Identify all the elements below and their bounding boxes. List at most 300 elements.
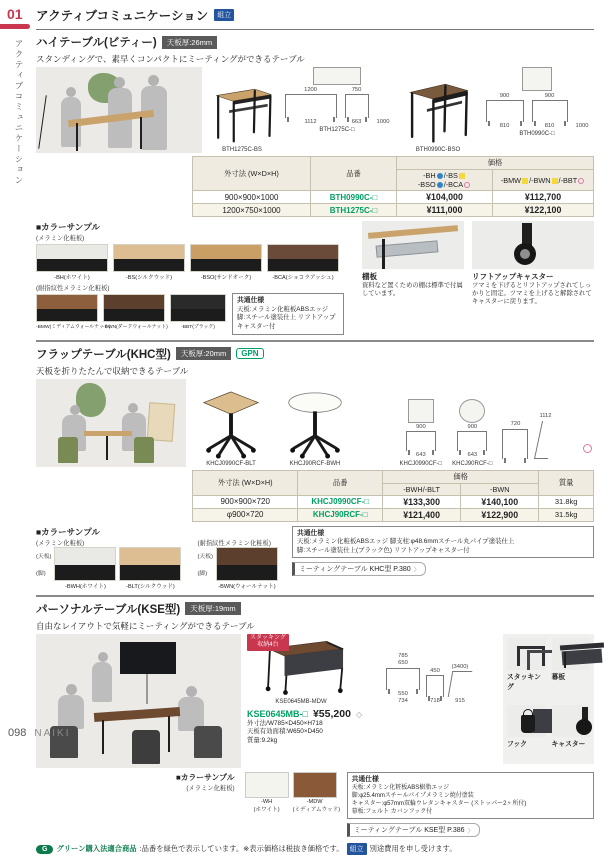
assembly-badge: 組立 [347,843,367,855]
flap-table-round-illustration [283,388,347,460]
kse-spec-box [347,772,594,820]
fingerprint-group-label: (耐指紋性メラミン化粧板) [36,285,110,292]
dim-label: 900 [544,93,555,99]
swatch-label: -BSO(サンドオーク) [200,275,252,281]
color-swatch [292,772,341,813]
size-cell: 1200×750×1000 [193,204,311,217]
swatch-leg-color [268,259,338,271]
hook-shape [523,709,533,717]
blue-dot-icon [437,182,443,188]
dim-label: 900 [467,423,478,430]
bth-media-row [36,67,594,153]
bth-drawing-2 [484,67,590,153]
kse-lifestyle-photo [36,634,241,768]
swatch-label: -BWN(ダークウォールナット) [103,325,168,330]
khc-drawings [358,379,594,467]
kse-swatches [245,772,341,813]
col-price: 価格 [397,157,594,170]
weight-cell: 31.5kg [539,508,594,521]
sidebar [0,0,34,743]
front-view-drawing [486,100,524,122]
swatch-top-color [268,245,338,259]
footer-note [36,843,594,855]
feature-desc: 資料など置くための棚は標準で付属しています。 [362,282,463,298]
kse-colors-heading-block [176,772,235,792]
kse-side-view [426,668,444,705]
eco-mark-icon [583,444,592,453]
col-weight: 質量 [539,470,594,495]
side-view-drawing [502,429,528,459]
dim-label: 643 [467,452,478,459]
top-view-drawing [408,399,434,423]
bth-second-swatch-row [36,283,354,335]
shelf-photo [362,221,464,269]
eco-mark-icon [464,182,470,188]
swatch-top-color [55,548,115,566]
price-cell: ¥121,400 [383,508,461,521]
khc-product1-label: KHCJ0990CF-BLT [206,460,256,467]
chapter-accent-bar [0,24,30,29]
chair-shape [132,730,160,764]
kse-bottom-row [176,772,594,838]
swatch-label: -BCA(ショコラアッシュ) [272,275,334,281]
bth-spec-box [232,293,344,335]
spacer [545,461,547,467]
code-cell: BTH0990C-□ [311,191,397,204]
stacking-photo [507,638,546,670]
table-row [193,191,594,204]
side-view-drawing [532,100,568,122]
feature-title: 棚板 [362,272,377,281]
dim-label: 650 [398,660,408,667]
bth-drawing2-label: BTH0990C-□ [519,130,555,137]
feature-hook [507,705,546,760]
khc-spec-box [292,526,594,559]
swatch-leg-color [55,565,115,579]
top-view-round-drawing [459,399,485,423]
melamine-group-label: (メラミン化粧板) [186,784,235,792]
brand-name: NAIKI [34,728,71,739]
col-size: 外寸法 (W×D×H) [193,470,298,495]
col-code: 品番 [298,470,383,495]
swatch-row [36,244,354,281]
khc-spec-area [292,526,594,577]
feature-caster [472,221,594,335]
code-cell: BTH1275C-□ [311,204,397,217]
color-code: /-BBT [558,175,578,185]
bth-title-row [36,34,594,50]
kse-title-row [36,601,594,617]
khc-media-row [36,379,594,467]
bth-drawing1-label: BTH1275C-□ [319,126,355,133]
swatch-leg-color [217,565,277,579]
front-view-drawing [406,431,436,451]
dim-label: 718 [430,698,440,705]
dim-label: 750 [351,87,362,93]
person-silhouette [98,652,108,662]
page-number-row [8,727,70,739]
chapter-number: 01 [7,6,23,22]
color-samples-heading: ■カラーサンプル [36,222,100,232]
swatch-label: -BS(シルクウッド) [125,275,173,281]
khc-product2-label: KHCJ90RCF-BWH [289,460,341,467]
spec-line: 天板:メラミン化粧板ABS樹脂エッジ [351,784,450,791]
side-view-drawing [345,94,369,118]
modesty-panel-shape [561,648,602,665]
yellow-square-icon [459,173,465,179]
dim-label: 734 [398,698,408,705]
fingerprint-group [197,538,277,590]
swatch-color [245,772,289,798]
table-leg-shape [140,117,142,149]
chair-shape [194,726,222,758]
swatch-label: -BWN(ウォールナット) [218,583,276,590]
top-view-drawing [522,67,552,91]
color-swatch [267,244,339,281]
eco-mark-icon [578,178,584,184]
front-view-drawing [457,431,487,451]
chair-shape [58,437,78,463]
green-note-text: :品番を緑色で表示しています。※表示価格は税抜き価格です。 [139,844,344,854]
spec-line: キャスター:φ57mm双輪ウレタンキャスター (ストッパー2ヶ所付) [351,800,527,807]
hook-photo [507,705,546,737]
spacer [515,461,517,467]
feature-panel [552,638,591,703]
spec-heading: 共通仕様 [237,297,265,304]
khc-thickness-badge: 天板厚:20mm [176,347,231,360]
spec-line: 天板:メラミン化粧板ABSエッジ [237,305,329,313]
khc-page-link[interactable]: ミーティングテーブル KHC型 P.380 〉 [292,562,426,576]
price-cell: ¥104,000 [397,191,493,204]
bth-drawing-1 [282,67,392,153]
person-silhouette [141,86,167,150]
page-number: 098 [8,727,27,739]
caster-photo [552,705,591,737]
diamond-mark: ◇ [355,709,363,719]
color-swatch [54,547,116,590]
spec-heading: 共通仕様 [296,529,325,537]
swatch-leg-color [37,309,97,321]
color-samples-heading: ■カラーサンプル [36,526,100,537]
swatch-label: -BLT(シルクウッド) [126,583,175,590]
person-silhouette [66,684,77,695]
bth-color-samples [36,221,354,335]
section-flap-table [36,346,594,590]
dim-label: 643 [416,452,426,459]
kse-stack-view [450,664,470,705]
stacking-badge-line: 収納4台 [257,642,279,649]
price-group-1 [397,170,493,191]
caster-wheel-shape [576,719,592,735]
dim-label: 663 [351,119,362,126]
kse-price: ¥55,200 [312,707,351,720]
kse-spec-area [347,772,594,838]
swatch-label: (ミディアムウッド) [292,806,341,813]
swatch-leg-color [114,259,184,271]
dim-label: 810 [499,123,510,130]
color-swatch [245,772,289,813]
color-swatch [113,244,185,281]
swatch-top-color [114,245,184,259]
caster-hub-shape [520,249,530,259]
bth-product-shot-2 [396,67,480,153]
col-size: 外寸法 (W×D×H) [193,157,311,191]
caster-photo [472,221,594,269]
bth-product-shot-1 [206,67,278,153]
table-row [193,508,594,521]
khc-price-table [192,470,594,522]
color-samples-heading: ■カラーサンプル [176,772,235,782]
color-swatch [36,294,111,330]
kse-detail-line: 天板有効面積:W650×D450 [247,728,323,736]
swatch-side-labels [197,547,212,590]
bth-bottom-row [36,221,594,335]
swatch-top-color [217,548,277,566]
color-code: -BSO [417,180,436,189]
bag-shape [521,715,535,733]
bth-subtitle: スタンディングで、素早くコンパクトにミーティングができるテーブル [36,54,305,64]
color-swatch [36,244,108,281]
khc-title-row [36,346,594,362]
dim-label: 1000 [376,119,390,126]
price-cell: ¥111,000 [397,204,493,217]
swatch-leg-color [171,309,225,321]
green-label: グリーン購入法適合商品 [56,844,137,854]
header-rule [36,29,594,30]
fingerprint-group [36,283,226,330]
section-high-table [36,34,594,335]
feature-label: 幕板 [551,673,566,681]
sidebar-vertical-title: アクティブコミュニケーション [14,39,24,186]
price-cell: ¥112,700 [493,191,594,204]
section-divider [36,340,594,342]
swatch-label: (ホワイト) [253,806,280,813]
size-cell: 900×900×1000 [193,191,311,204]
swatch-top-color [120,548,180,566]
chair-shape [134,437,154,463]
price-cell: ¥133,300 [383,495,461,508]
kse-subtitle: 自由なレイアウトで気軽にミーティングができるテーブル [36,620,255,631]
bth-product2-label: BTH0990C-BSO [415,147,461,153]
color-swatch [216,547,278,590]
spec-line: 天板:メラミン化粧板ABSエッジ 脚支柱:φ48.6mmスチール丸パイプ塗装仕上 [296,538,515,546]
kse-title: パーソナルテーブル(KSE型) [36,603,181,616]
khc-drawing2-label: KHCJ90RCF-□ [452,460,493,467]
color-swatch [190,244,262,281]
khc-subtitle: 天板を折りたたんで収納できるテーブル [36,365,189,376]
bth-title: ハイテーブル(ビティー) [36,37,157,49]
bth-thickness-badge: 天板厚:26mm [162,36,217,49]
spec-line: 脚:スチール塗装仕上(ブラック色) リフトアップキャスター付 [296,546,470,554]
front-view-drawing [386,668,420,690]
khc-bottom-row [36,526,594,590]
leg-label: (脚) [197,571,208,578]
folded-view-drawing [534,421,556,459]
swatch-label: -BH(ホワイト) [54,275,90,281]
person-silhouette [70,405,80,415]
table-leg-shape [382,239,385,269]
feature-desc: ツマミを下げるとリフトアップされてしっかりと固定。ツマミを上げると解除されてキャスターに戻ります。 [472,282,592,306]
code-cell: KHCJ0990CF-□ [298,495,383,508]
section-personal-table [36,601,594,838]
dim-label: 550 [398,690,408,697]
person-silhouette [148,75,159,86]
dim-label: 900 [416,423,426,430]
price-cell: ¥122,900 [461,508,539,521]
khc-color-samples [36,526,278,590]
feature-title: リフトアップキャスター [472,272,554,281]
swatch-leg-color [37,259,107,271]
color-code: /-BS [443,171,458,180]
swatch-top-color [171,295,225,309]
table-leg-shape [102,720,104,754]
khc-title: フラップテーブル(KHC型) [36,348,171,361]
top-label: (天板) [197,553,213,560]
swatch-label: -BWH(ホワイト) [65,583,106,590]
stack-view-drawing [448,671,473,697]
feature-shelf [362,221,464,335]
price-cell: ¥122,100 [493,204,594,217]
folded-table-shape [147,402,176,442]
yellow-square-icon [522,178,528,184]
modesty-panel-photo [552,638,591,670]
person-silhouette [92,662,112,702]
assembly-note-text: 別途費用を申し受けます。 [369,844,457,854]
person-silhouette [58,695,84,729]
size-cell: φ900×720 [193,508,298,521]
kse-page-link[interactable]: ミーティングテーブル KSE型 P.386 〉 [347,823,480,837]
kse-detail-line: 質量:9.2kg [247,736,278,744]
color-code: /-BWN [529,175,551,185]
shelf-shape [376,240,439,257]
person-silhouette [114,77,125,88]
dim-label: 1112 [539,413,552,420]
dim-label: 1000 [575,123,589,130]
table-row [193,204,594,217]
feature-label: キャスター [551,741,586,749]
high-table-illustration [401,74,475,146]
kse-thickness-badge: 天板厚:19mm [185,602,240,615]
swatch-label: -BMW(ミディアムウォールナット) [36,325,111,330]
fingerprint-group-label: (耐指紋性メラミン化粧板) [197,539,271,547]
kse-feature-panel [503,634,594,764]
page-title: アクティブコミュニケーション [36,9,209,23]
swatch-color [293,772,337,798]
code-cell: KHCJ90RCF-□ [298,508,383,521]
swatch-top-color [191,245,261,259]
page-header [36,6,594,24]
dim-label: 810 [544,123,555,130]
swatch-leg-color [191,259,261,271]
swatch-label: -MDW [306,798,323,805]
dim-label: 785 [398,653,408,660]
high-table-illustration [209,80,275,146]
spec-line: 脚:φ25.4mmスチールパイプメラミン焼付塗装 [351,792,474,799]
person-silhouette [128,403,138,413]
color-code: -BH [423,171,436,180]
kse-product-shot [247,634,355,705]
dim-label: 450 [430,667,440,674]
khc-product-shot-1 [190,379,272,467]
color-swatch [103,294,168,330]
coat-rack-shape [38,95,47,149]
khc-fold-view [538,413,552,466]
col-price: 価格 [383,470,539,483]
dim-label: 915 [455,698,465,705]
tv-monitor-shape [120,642,176,674]
top-view-drawing [313,67,361,85]
col-code: 品番 [311,157,397,191]
table-top-shape [84,431,132,436]
khc-drawing-2 [452,399,492,467]
side-view-drawing [426,675,444,697]
feature-label: フック [507,741,527,749]
dim-label: (3400) [451,663,469,670]
kse-price-row [247,708,497,720]
price-group-2: -BWN [461,483,539,495]
bth-product1-label: BTH1275C-BS [222,147,262,153]
feature-caster [552,705,591,760]
spec-line: 幕板:フェルト カバンフック付 [351,809,433,816]
swatch-leg-color [104,309,164,321]
price-group-2 [493,170,594,191]
melamine-group [36,538,181,590]
kse-main-row [36,634,594,768]
spec-heading: 共通仕様 [351,775,379,783]
stacking-badge [247,634,289,651]
bth-lifestyle-photo [36,67,202,153]
gpn-badge: GPN [236,348,263,359]
swatch-label: -WH [261,798,273,805]
table-leg-shape [76,123,78,151]
kse-drawings [359,634,497,705]
feature-stacking [507,638,546,703]
price-cell: ¥140,100 [461,495,539,508]
bth-price-table [192,156,594,217]
swatch-top-color [37,245,107,259]
assembly-badge: 組立 [214,9,234,21]
yellow-square-icon [552,178,558,184]
size-cell: 900×900×720 [193,495,298,508]
table-row [193,495,594,508]
front-view-drawing [285,94,337,118]
table-leg-shape [106,436,108,460]
kse-product-label: KSE0645MB-MDW [275,698,327,705]
color-swatch [119,547,181,590]
melamine-group-label: (メラミン化粧板) [36,235,85,242]
swatch-top-color [37,295,97,309]
khc-side-view [502,421,528,466]
dim-label: 1200 [304,87,317,93]
kse-details [247,720,497,746]
kse-detail-line: 外寸法/W785×D450×H718 [247,719,323,727]
swatch-top-color [104,295,164,309]
stacking-badge-line: スタッキング [250,634,286,641]
bth-features [362,221,594,335]
person-silhouette [186,686,197,697]
color-swatch [170,294,226,330]
spec-line: 脚:スチール塗装仕上 リフトアップキャスター付 [237,314,336,330]
table-leg-shape [168,716,170,752]
leg-label: (脚) [36,571,46,578]
flap-table-square-illustration [197,388,265,460]
section-divider [36,595,594,597]
melamine-group-label: (メラミン化粧板) [36,539,85,547]
person-silhouette [66,87,76,97]
khc-drawing-1 [400,399,443,467]
dim-label: 1112 [304,119,317,126]
green-purchase-logo: G [36,845,53,854]
